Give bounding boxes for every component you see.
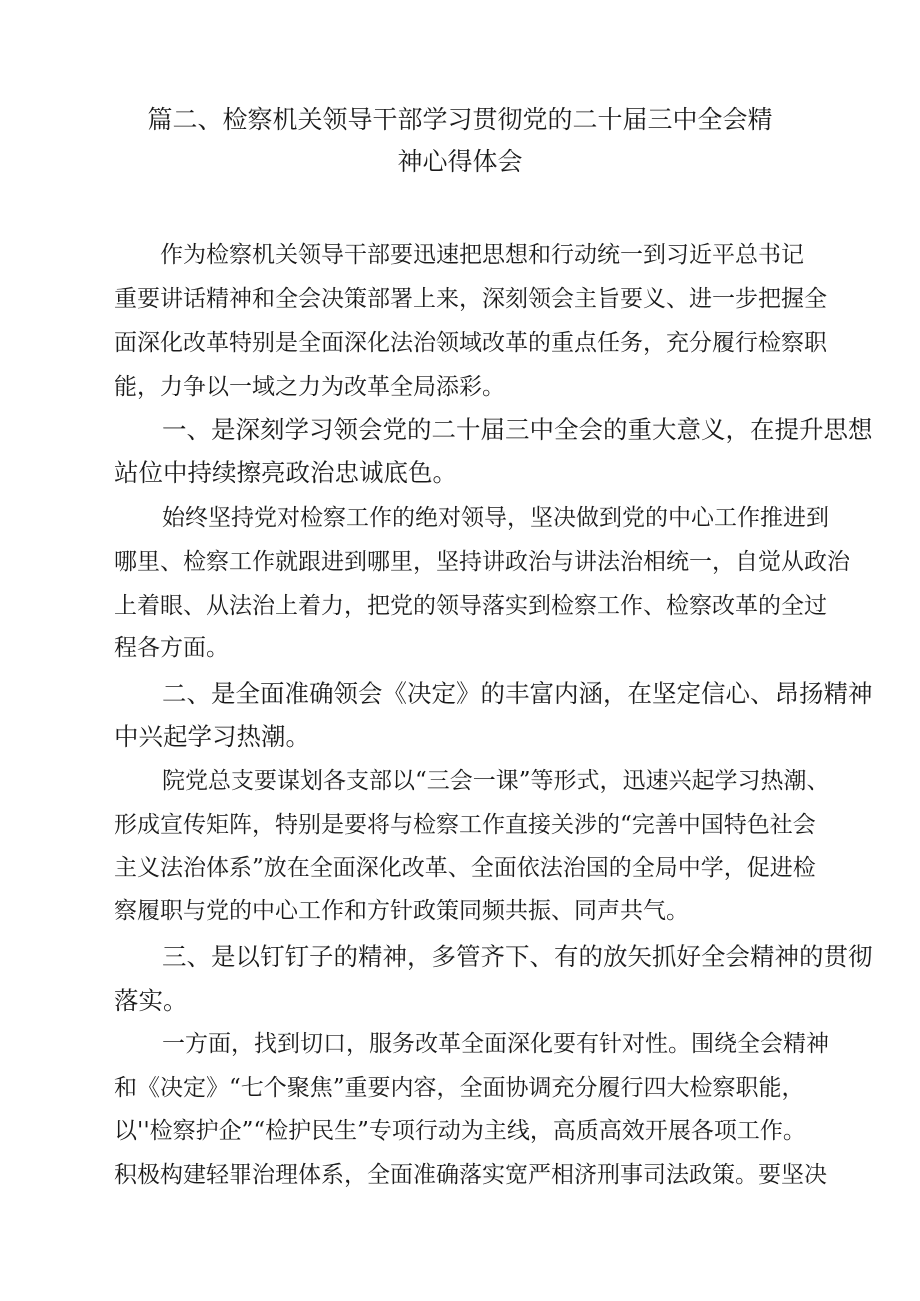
section-heading-1: 站位中持续擦亮政治忠诚底色。	[114, 458, 457, 487]
intro-line: 面深化改革特别是全面深化法治领域改革的重点任务，充分履行检察职	[114, 330, 827, 356]
section-3-body-line: 以''检察护企”“检护民生”专项行动为主线，高质高效开展各项工作。	[114, 1118, 806, 1144]
section-3-body-line: 一方面，找到切口，服务改革全面深化要有针对性。围绕全会精神	[162, 1031, 829, 1057]
document-title-line-2: 神心得体会	[397, 147, 523, 176]
section-3-body-line: 积极构建轻罪治理体系，全面准确落实宽严相济刑事司法政策。要坚决	[114, 1162, 827, 1188]
section-1-body-line: 哪里、检察工作就跟进到哪里，坚持讲政治与讲法治相统一，自觉从政治	[114, 549, 850, 575]
section-2-body-line: 主义法治体系”放在全面深化改革、全面依法治国的全局中学，促进检	[114, 855, 816, 881]
section-1-body-line: 上着眼、从法治上着力，把党的领导落实到检察工作、检察改革的全过	[114, 593, 827, 619]
section-heading-2: 中兴起学习热潮。	[114, 722, 310, 751]
section-heading-3: 落实。	[114, 986, 188, 1015]
section-heading-2: 二、是全面准确领会《决定》的丰富内涵，在坚定信心、昂扬精神	[162, 679, 873, 708]
document-title-line-1: 篇二、检察机关领导干部学习贯彻党的二十届三中全会精	[147, 105, 773, 134]
intro-line: 能，力争以一域之力为改革全局添彩。	[114, 374, 505, 400]
section-heading-3: 三、是以钉钉子的精神，多管齐下、有的放矢抓好全会精神的贯彻	[162, 942, 873, 971]
section-1-body-line: 程各方面。	[114, 635, 229, 661]
intro-line: 重要讲话精神和全会决策部署上来，深刻领会主旨要义、进一步把握全	[114, 286, 827, 312]
intro-line: 作为检察机关领导干部要迅速把思想和行动统一到习近平总书记	[160, 242, 804, 268]
section-3-body-line: 和《决定》“七个聚焦”重要内容，全面协调充分履行四大检察职能，	[114, 1075, 805, 1101]
section-1-body-line: 始终坚持党对检察工作的绝对领导，坚决做到党的中心工作推进到	[162, 505, 829, 531]
section-2-body-line: 察履职与党的中心工作和方针政策同频共振、同声共气。	[114, 898, 689, 924]
section-2-body-line: 形成宣传矩阵，特别是要将与检察工作直接关涉的“完善中国特色社会	[114, 812, 816, 838]
section-heading-1: 一、是深刻学习领会党的二十届三中全会的重大意义，在提升思想	[162, 415, 873, 444]
section-2-body-line: 院党总支要谋划各支部以“三会一课”等形式，迅速兴起学习热潮、	[162, 768, 830, 794]
